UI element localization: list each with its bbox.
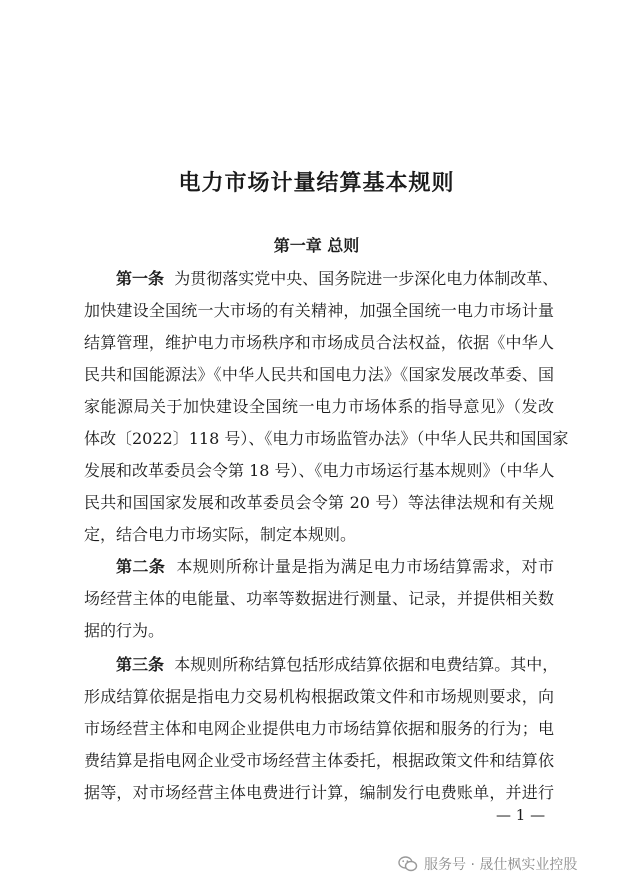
paragraph-line: 体改〔2022〕118 号）、《电力市场监管办法》（中华人民共和国国家 [84, 429, 569, 448]
paragraph-line: 结算管理，维护电力市场秩序和市场成员合法权益，依据《中华人 [84, 333, 554, 352]
document-title: 电力市场计量结算基本规则 [178, 171, 455, 196]
watermark [398, 854, 577, 874]
paragraph-line: 第三条 本规则所称结算包括形成结算依据和电费结算。其中， [116, 655, 559, 674]
paragraph-line: 据等，对市场经营主体电费进行计算，编制发行电费账单，并进行 [84, 783, 554, 802]
paragraph-line: 据的行为。 [84, 621, 165, 640]
paragraph-line: 发展和改革委员会令第 18 号）、《电力市场运行基本规则》（中华人 [84, 461, 555, 480]
paragraph-line: 第一条 为贯彻落实党中央、国务院进一步深化电力体制改革、 [116, 269, 559, 288]
paragraph-line: 加快建设全国统一大市场的有关精神，加强全国统一电力市场计量 [84, 301, 554, 320]
page-number: — 1 — [496, 806, 546, 824]
paragraph-line: 民共和国国家发展和改革委员会令第 20 号）等法律法规和有关规 [84, 493, 554, 512]
paragraph-line: 第二条 本规则所称计量是指为满足电力市场结算需求，对市 [116, 557, 554, 576]
paragraph-line: 市场经营主体和电网企业提供电力市场结算依据和服务的行为；电 [84, 719, 554, 738]
article-label: 第一条 [116, 269, 165, 288]
paragraph-line: 定，结合电力市场实际，制定本规则。 [84, 525, 357, 544]
article-label: 第三条 [116, 655, 165, 674]
paragraph-line: 场经营主体的电能量、功率等数据进行测量、记录，并提供相关数 [84, 589, 554, 608]
paragraph-line: 家能源局关于加快建设全国统一电力市场体系的指导意见》（发改 [84, 397, 554, 416]
paragraph-line: 形成结算依据是指电力交易机构根据政策文件和市场规则要求，向 [84, 687, 554, 706]
paragraph-line: 费结算是指电网企业受市场经营主体委托，根据政策文件和结算依 [84, 751, 554, 770]
chapter-heading: 第一章 总则 [273, 236, 360, 255]
watermark-text: 服务号 · 晟仕枫实业控股 [424, 857, 578, 873]
paragraph-line: 民共和国能源法》《中华人民共和国电力法》《国家发展改革委、国 [84, 365, 554, 384]
wechat-icon [398, 856, 418, 872]
article-label: 第二条 [116, 557, 166, 576]
